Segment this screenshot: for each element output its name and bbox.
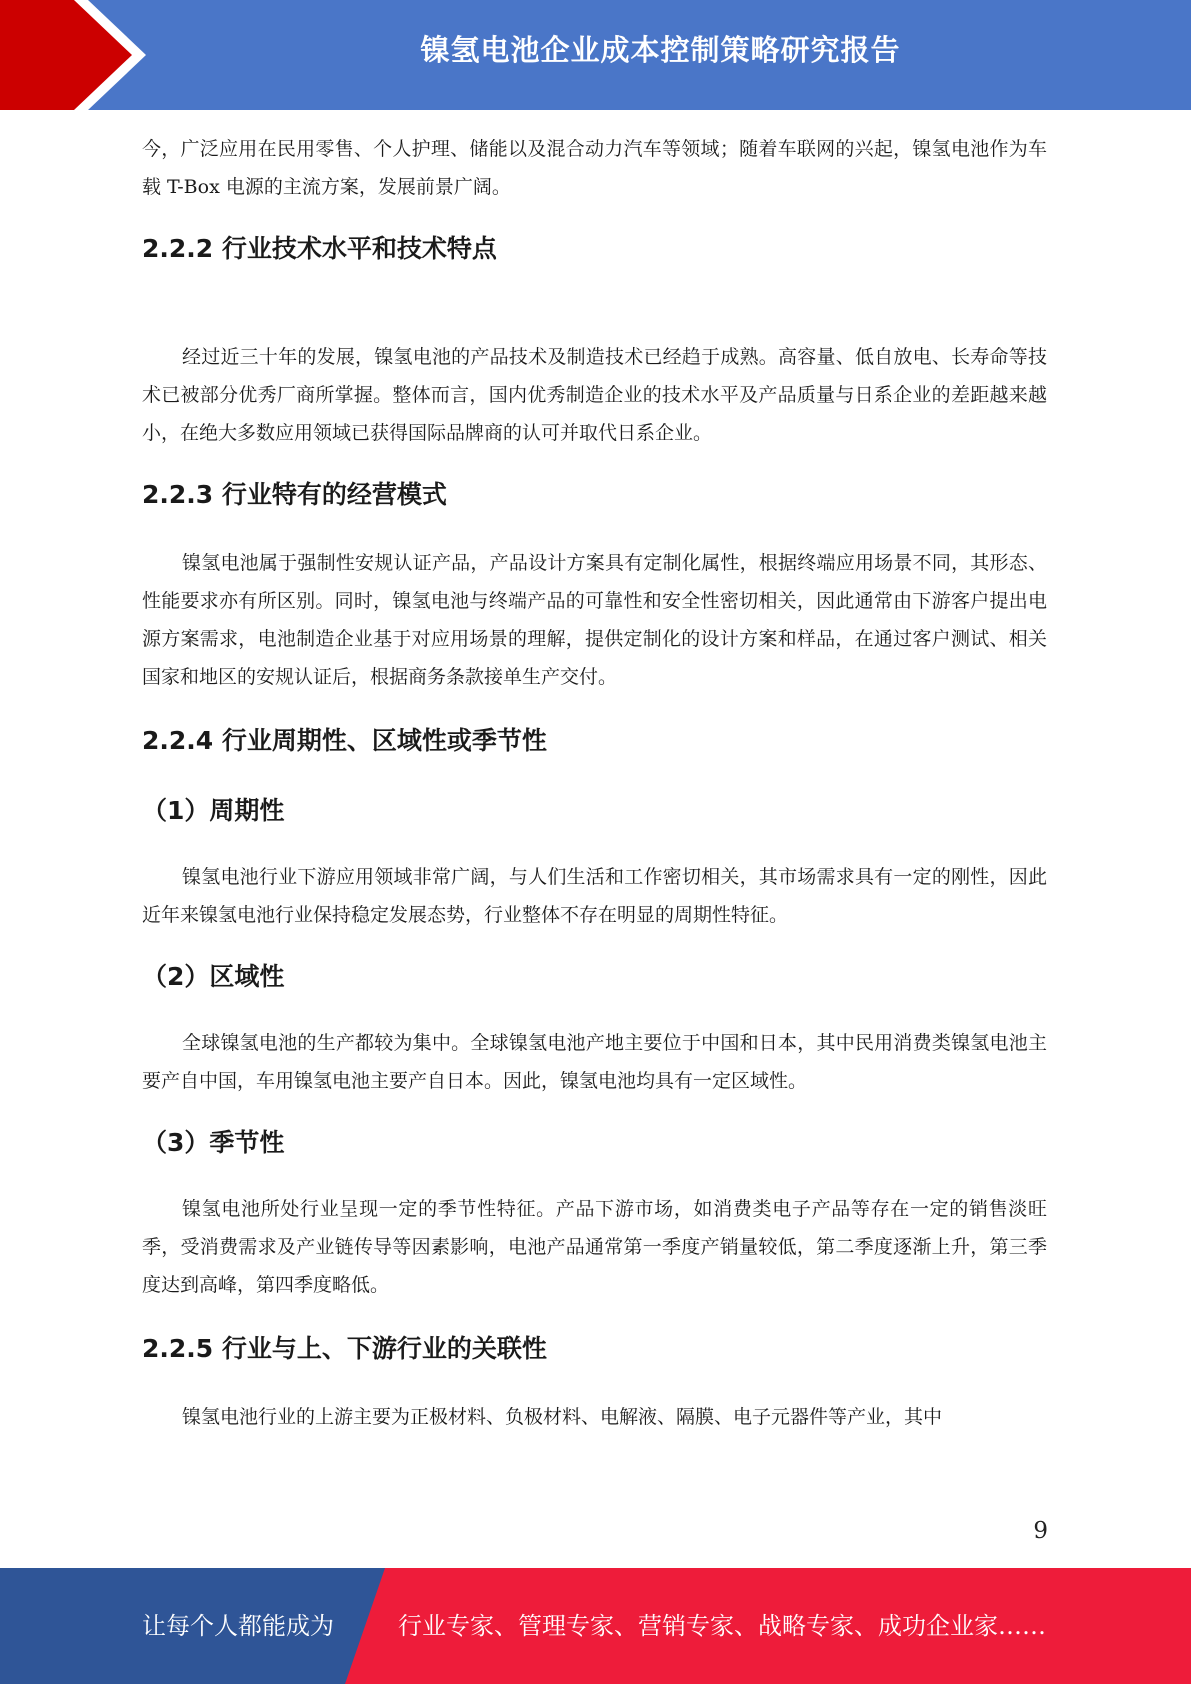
page-header [0,0,1191,110]
subsection-paragraph-regionality: 全球镍氢电池的生产都较为集中。全球镍氢电池产地主要位于中国和日本，其中民用消费类镍氢电池主要产自中国，车用镍氢电池主要产自日本。因此，镍氢电池均具有一定区域性。 [142,1032,1047,1092]
section-heading-2-2-4: 2.2.4 行业周期性、区域性或季节性 [142,726,547,755]
intro-paragraph: 今，广泛应用在民用零售、个人护理、储能以及混合动力汽车等领域；随着车联网的兴起，镍氢电池作为车载 T-Box 电源的主流方案，发展前景广阔。 [142,138,1047,198]
footer-slogan-left: 让每个人都能成为 [142,1612,334,1640]
page-content [142,130,1047,1436]
section-heading-2-2-2: 2.2.2 行业技术水平和技术特点 [142,234,497,263]
section-paragraph-2-2-2: 经过近三十年的发展，镍氢电池的产品技术及制造技术已经趋于成熟。高容量、低自放电、长寿命等技术已被部分优秀厂商所掌握。整体而言，国内优秀制造企业的技术水平及产品质量与日系企业的差距越来越小，在绝大多数应用领域已获得国际品牌商的认可并取代日系企业。 [142,346,1047,444]
section-paragraph-2-2-3: 镍氢电池属于强制性安规认证产品，产品设计方案具有定制化属性，根据终端应用场景不同，其形态、性能要求亦有所区别。同时，镍氢电池与终端产品的可靠性和安全性密切相关，因此通常由下游客户提出电源方案需求，电池制造企业基于对应用场景的理解，提供定制化的设计方案和样品，在通过客户测试、相关国家和地区的安规认证后，根据商务条款接单生产交付。 [142,552,1047,688]
subsection-heading-cyclicality: （1）周期性 [142,796,285,825]
section-paragraph-2-2-5: 镍氢电池行业的上游主要为正极材料、负极材料、电解液、隔膜、电子元器件等产业，其中 [182,1406,943,1428]
footer-slogan-right: 行业专家、管理专家、营销专家、战略专家、成功企业家…… [398,1612,1046,1640]
document-title: 镍氢电池企业成本控制策略研究报告 [420,33,901,67]
page-footer [0,1568,1191,1684]
section-heading-2-2-5: 2.2.5 行业与上、下游行业的关联性 [142,1334,547,1363]
subsection-heading-regionality: （2）区域性 [142,962,285,991]
subsection-paragraph-seasonality: 镍氢电池所处行业呈现一定的季节性特征。产品下游市场，如消费类电子产品等存在一定的销售淡旺季，受消费需求及产业链传导等因素影响，电池产品通常第一季度产销量较低，第二季度逐渐上升，第三季度达到高峰，第四季度略低。 [142,1198,1047,1296]
subsection-paragraph-cyclicality: 镍氢电池行业下游应用领域非常广阔，与人们生活和工作密切相关，其市场需求具有一定的刚性，因此近年来镍氢电池行业保持稳定发展态势，行业整体不存在明显的周期性特征。 [142,866,1047,926]
subsection-heading-seasonality: （3）季节性 [142,1128,285,1157]
section-heading-2-2-3: 2.2.3 行业特有的经营模式 [142,480,447,509]
header-arrow-decoration [0,0,160,110]
page-number: 9 [1033,1518,1048,1544]
